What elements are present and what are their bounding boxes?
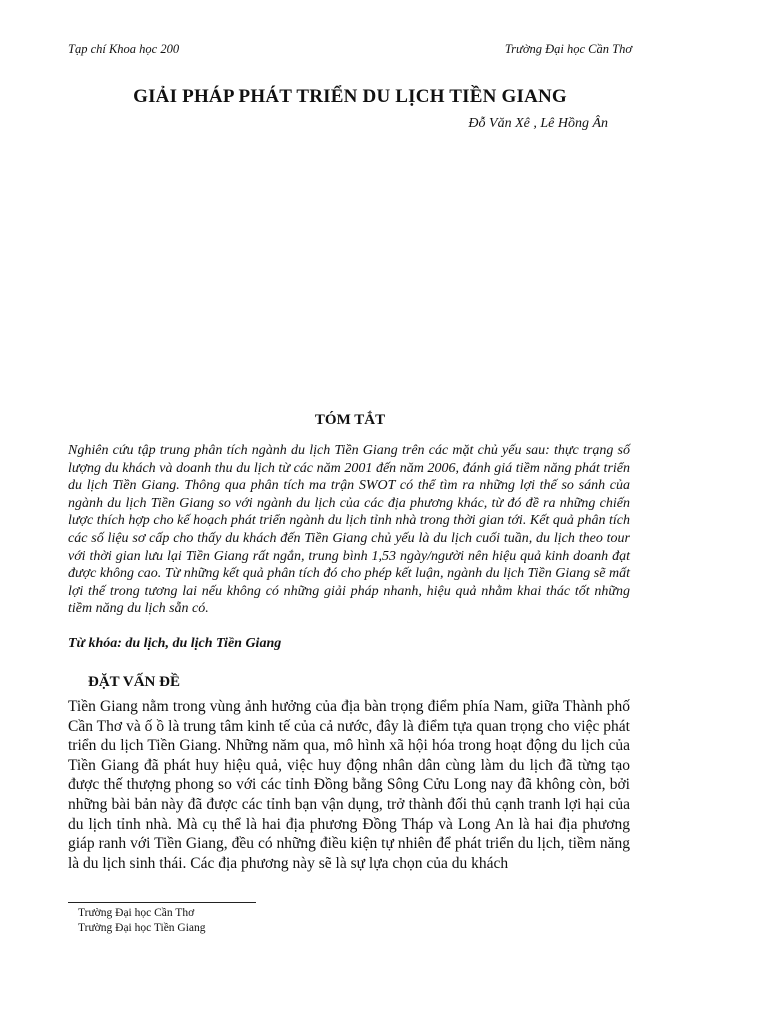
abstract-heading: TÓM TẮT <box>314 412 386 428</box>
article-title: GIẢI PHÁP PHÁT TRIỂN DU LỊCH TIỀN GIANG <box>133 86 567 107</box>
section-heading: ĐẶT VẤN ĐỀ <box>88 674 180 690</box>
keywords: Từ khóa: du lịch, du lịch Tiền Giang <box>68 636 282 651</box>
section-body-text: Tiền Giang nằm trong vùng ảnh hưởng của địa bàn trọng điểm phía Nam, giữa Thành phố Cần Thơ và ố ồ là trung tâm kinh tế của cả nước, đây là điểm tựa quan trọng cho việc phát triển du lịch Tiền Giang. Những năm qua, mô hình xã hội hóa trong hoạt động du lịch của Tiền Giang đã phát huy hiệu quả, việc huy động nhân dân cùng làm du lịch đã từng tạo được thế thượng phong so với các tỉnh Đồng bằng Sông Cửu Long nay đã không còn, bởi những bài bản này đã được các tỉnh bạn vận dụng, trở thành đối thủ cạnh tranh lợi hại của du lịch tỉnh nhà. Mà cụ thể là hai địa phương Đồng Tháp và Long An là hai địa phương giáp ranh với Tiền Giang, đều có những điều kiện tự nhiên để phát triển du lịch, tiềm năng là du lịch sinh thái. Các địa phương này sẽ là sự lựa chọn của du khách <box>68 698 630 872</box>
footnote-affiliation-1: Trường Đại học Cần Thơ <box>78 907 195 919</box>
footnote-affiliation-2: Trường Đại học Tiền Giang <box>78 922 206 934</box>
abstract-text: Nghiên cứu tập trung phân tích ngành du lịch Tiền Giang trên các mặt chủ yếu sau: thực trạng số lượng du khách và doanh thu du lịch từ các năm 2001 đến năm 2006, đánh giá tiềm năng phát triển du lịch Tiền Giang. Thông qua phân tích ma trận SWOT có thể tìm ra những lợi thế so sánh của ngành du lịch Tiền Giang so với ngành du lịch của các địa phương khác, từ đó đề ra những chiến lược thích hợp cho kế hoạch phát triển ngành du lịch tỉnh nhà trong thời gian tới. Kết quả phân tích các số liệu sơ cấp cho thấy du khách đến Tiền Giang chủ yếu là du lịch cuối tuần, du lịch theo tour với thời gian lưu lại Tiền Giang rất ngắn, trung bình 1,53 ngày/người nên hiệu quả kinh doanh đạt được không cao. Từ những kết quả phân tích đó cho phép kết luận, ngành du lịch Tiền Giang sẽ mất lợi thế trong tương lai nếu không có những giải pháp nhanh, hiệu quả nhằm khai thác tốt những tiềm năng du lịch sẵn có. <box>68 443 630 617</box>
article-authors: Đỗ Văn Xê , Lê Hồng Ân <box>468 116 608 131</box>
footnote-divider <box>68 902 256 903</box>
running-header-journal: Tạp chí Khoa học 200 <box>68 42 180 56</box>
running-header-university: Trường Đại học Cần Thơ <box>504 42 632 56</box>
